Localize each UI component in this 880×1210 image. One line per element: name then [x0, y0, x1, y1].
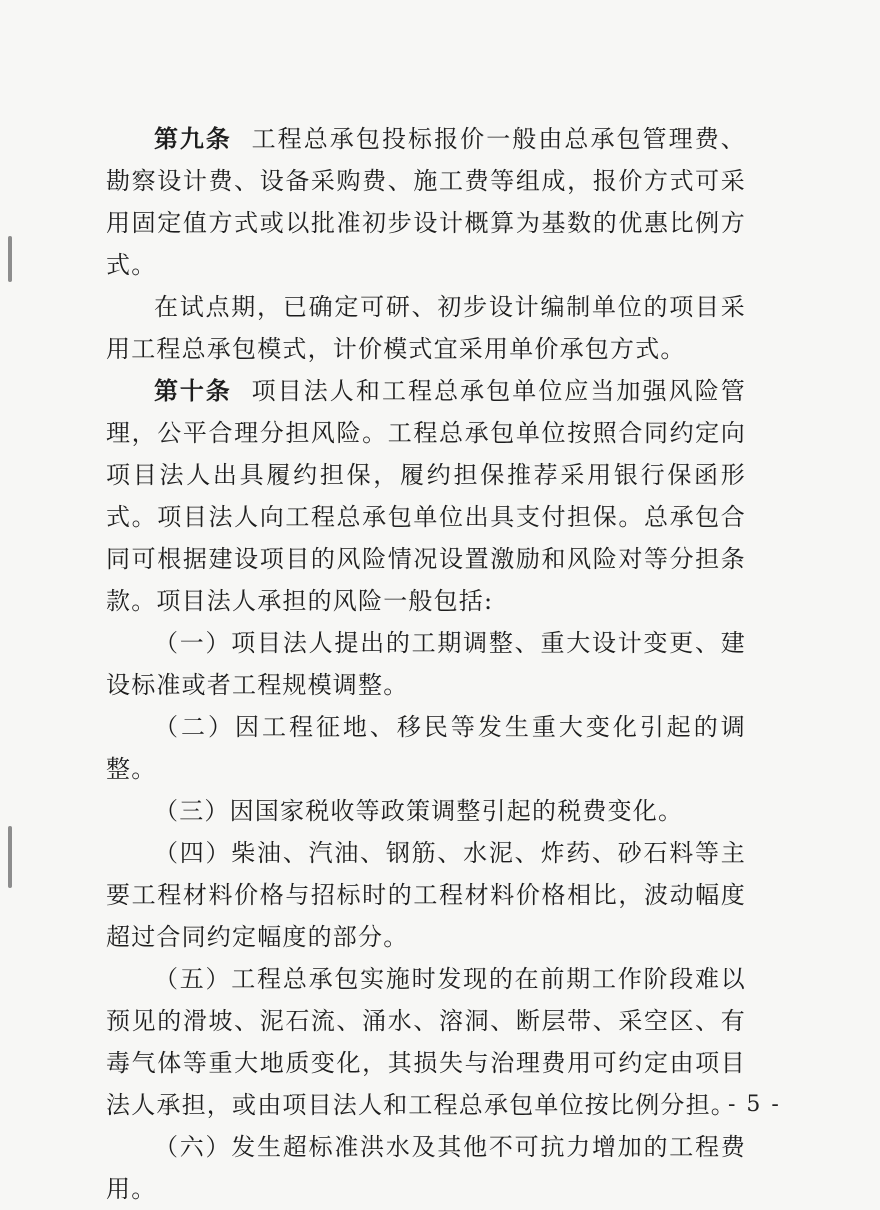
risk-item-4: （四）柴油、汽油、钢筋、水泥、炸药、砂石料等主要工程材料价格与招标时的工程材料价格相比，波动幅度超过合同约定幅度的部分。 — [106, 839, 746, 951]
article-9-text: 工程总承包投标报价一般由总承包管理费、勘察设计费、设备采购费、施工费等组成，报价方式可采用固定值方式或以批准初步设计概算为基数的优惠比例方式。 — [106, 125, 746, 279]
risk-item-3: （三）因国家税收等政策调整引起的税费变化。 — [154, 797, 684, 825]
article-9-trial-paragraph: 在试点期，已确定可研、初步设计编制单位的项目采用工程总承包模式，计价模式宜采用单价承包方式。 — [106, 293, 746, 363]
risk-item-5: （五）工程总承包实施时发现的在前期工作阶段难以预见的滑坡、泥石流、涌水、溶洞、断层带、采空区、有毒气体等重大地质变化，其损失与治理费用可约定由项目法人承担，或由项目法人和工程总承包单位按比例分担。 — [106, 965, 746, 1119]
page-number: - 5 - — [728, 1092, 781, 1117]
document-body — [106, 118, 746, 1210]
scan-binding-mark — [8, 236, 12, 282]
risk-item-1: （一）项目法人提出的工期调整、重大设计变更、建设标准或者工程规模调整。 — [106, 629, 746, 699]
article-10-paragraph — [106, 370, 746, 622]
article-9-heading: 第九条 — [154, 124, 232, 153]
article-10-text: 项目法人和工程总承包单位应当加强风险管理，公平合理分担风险。工程总承包单位按照合同约定向项目法人出具履约担保，履约担保推荐采用银行保函形式。项目法人向工程总承包单位出具支付担保。总承包合同可根据建设项目的风险情况设置激励和风险对等分担条款。项目法人承担的风险一般包括: — [106, 377, 746, 615]
article-10-heading: 第十条 — [154, 376, 232, 405]
article-9-paragraph — [106, 118, 746, 286]
scan-binding-mark — [8, 826, 12, 888]
risk-item-2: （二）因工程征地、移民等发生重大变化引起的调整。 — [106, 713, 746, 783]
risk-item-6: （六）发生超标准洪水及其他不可抗力增加的工程费用。 — [106, 1133, 746, 1203]
